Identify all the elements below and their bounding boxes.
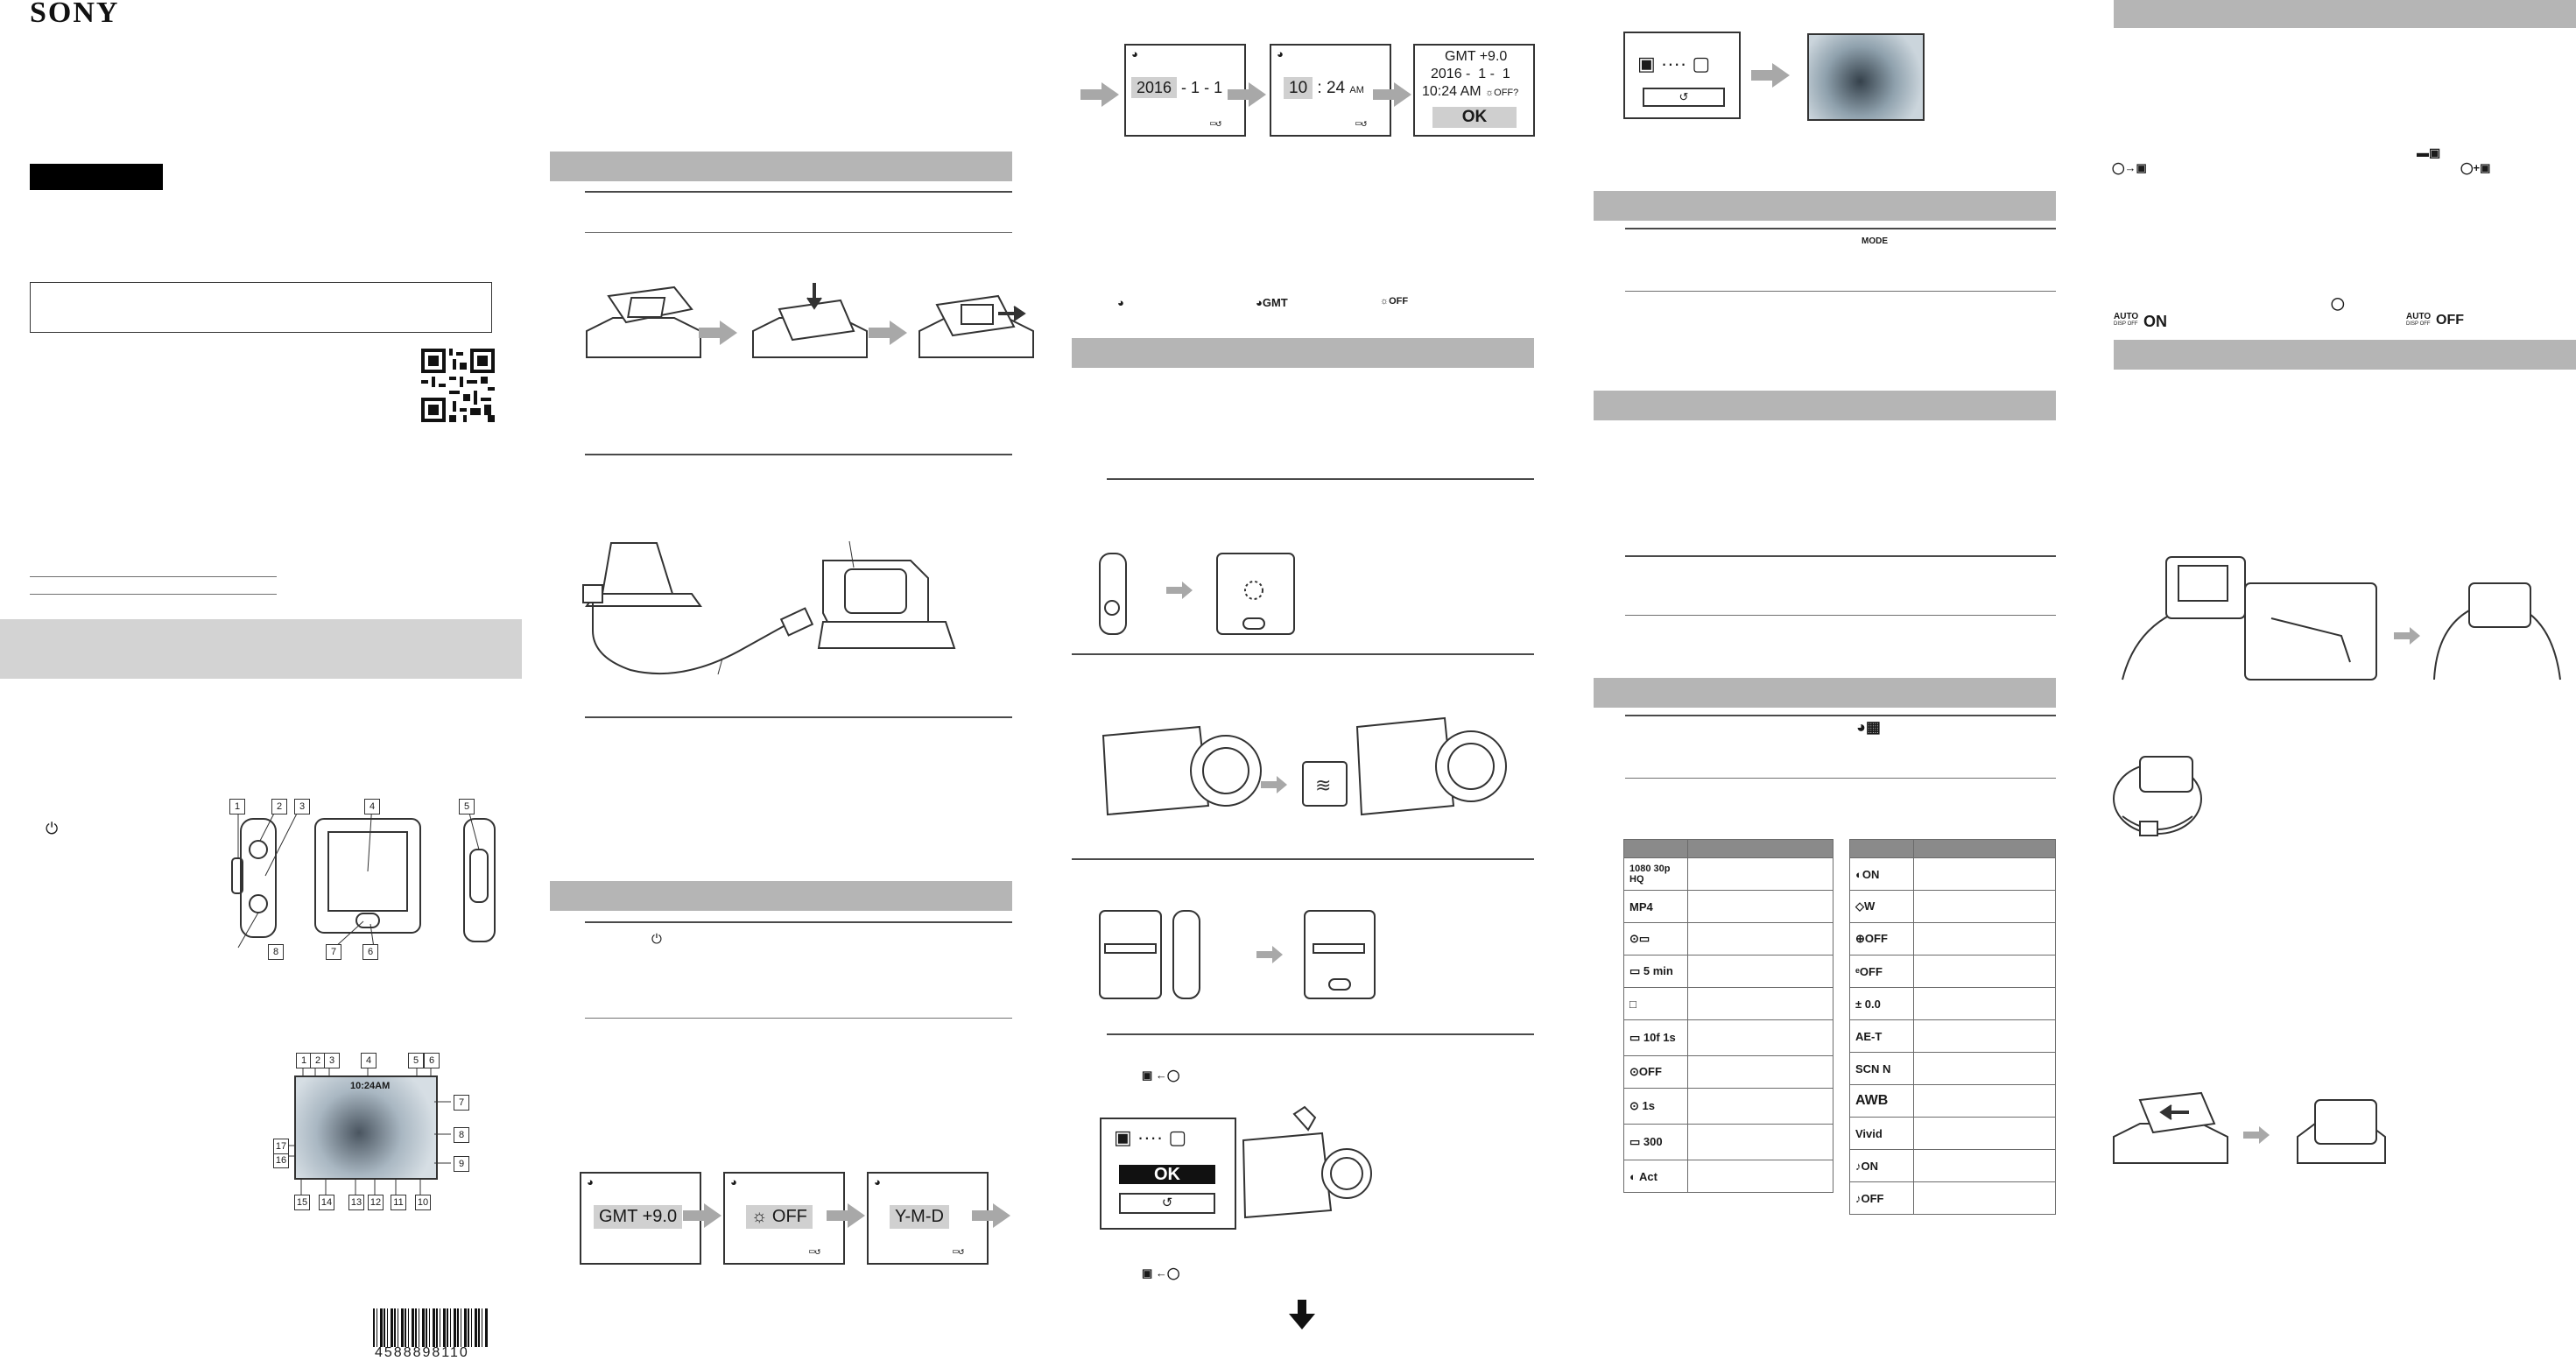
display-callout: 14 bbox=[319, 1195, 334, 1210]
table-row bbox=[1850, 988, 2056, 1020]
dock-step-1 bbox=[578, 279, 709, 375]
pairing-screen bbox=[1623, 32, 1741, 119]
display-callout: 17 bbox=[273, 1139, 289, 1154]
confirm-time: 10:24 AM ☼OFF? bbox=[1422, 84, 1519, 99]
display-callout: 9 bbox=[454, 1156, 469, 1172]
table-cell: ± 0.0 bbox=[1850, 988, 1914, 1020]
display-callout: 6 bbox=[424, 1053, 440, 1068]
section-header bbox=[1594, 391, 2056, 420]
connect-back-button[interactable]: ↺ bbox=[1119, 1193, 1215, 1214]
settings-table-left bbox=[1623, 839, 1833, 1193]
minute-field: 24 bbox=[1326, 79, 1346, 97]
hour-field: 10 bbox=[1284, 77, 1313, 99]
remote-parts-diagram bbox=[223, 797, 512, 959]
divider bbox=[585, 1018, 1012, 1019]
divider bbox=[1625, 715, 2056, 716]
part-callout: 3 bbox=[294, 799, 310, 814]
remote-to-camera-icon: ◯→▣ bbox=[2112, 161, 2147, 174]
menu-back-icon: ▭↺ bbox=[1355, 119, 1368, 130]
connect-ok-button[interactable]: OK bbox=[1119, 1165, 1215, 1184]
step-arrow-icon bbox=[1101, 82, 1119, 107]
table-row bbox=[1850, 1085, 2056, 1118]
auto-text: AUTO bbox=[2406, 312, 2432, 321]
table-cell: 1080 30p HQ bbox=[1624, 858, 1688, 891]
power-symbol: ⏻ bbox=[651, 932, 662, 947]
dock-step-3 bbox=[911, 279, 1042, 375]
table-cell: □ bbox=[1624, 988, 1688, 1020]
table-row bbox=[1850, 923, 2056, 956]
divider bbox=[585, 191, 1012, 193]
connect-screen bbox=[1100, 1118, 1236, 1230]
display-callout: 2 bbox=[310, 1053, 326, 1068]
down-arrow-icon bbox=[1289, 1300, 1315, 1329]
table-cell: ⊕OFF bbox=[1850, 923, 1914, 956]
remote-and-camera-icon: ◯+▣ bbox=[2460, 161, 2491, 174]
clock-icon: ◕ bbox=[874, 1175, 881, 1188]
divider bbox=[585, 921, 1012, 923]
dst-off-label: OFF bbox=[1389, 296, 1409, 307]
divider bbox=[1625, 228, 2056, 229]
table-cell: ▭ 10f 1s bbox=[1624, 1020, 1688, 1056]
camera-icon: ▬▣ bbox=[2417, 145, 2441, 159]
table-row bbox=[1624, 1125, 1833, 1160]
table-cell: ▭ 300 bbox=[1624, 1125, 1688, 1160]
remote-power-diagram bbox=[1094, 547, 1305, 643]
live-view-screen bbox=[1807, 33, 1925, 121]
strap-attach-diagram bbox=[2114, 539, 2569, 688]
display-callout: 12 bbox=[368, 1195, 384, 1210]
section-header bbox=[2114, 0, 2576, 28]
display-callout: 7 bbox=[454, 1095, 469, 1111]
step-arrow-icon bbox=[720, 321, 737, 345]
clock-movie-icon: ◕▦ bbox=[1856, 718, 1881, 736]
back-button[interactable]: ↺ bbox=[1643, 88, 1725, 107]
auto-text: AUTO bbox=[2114, 312, 2139, 321]
table-cell: Vivid bbox=[1850, 1118, 1914, 1150]
menu-back-icon: ▭↺ bbox=[809, 1247, 821, 1258]
divider bbox=[585, 454, 1012, 455]
month-field: 1 bbox=[1191, 79, 1200, 96]
clock-icon: ◕ bbox=[730, 1175, 737, 1188]
clock-icon: ◕ bbox=[1277, 47, 1284, 60]
time-value: 10 : 24 AM bbox=[1284, 79, 1364, 98]
table-row bbox=[1624, 1020, 1833, 1056]
table-row bbox=[1850, 858, 2056, 891]
section-header bbox=[1072, 338, 1534, 368]
table-row bbox=[1850, 1053, 2056, 1085]
display-callout: 3 bbox=[324, 1053, 340, 1068]
table-row bbox=[1624, 923, 1833, 956]
date-format-value: Y-M-D bbox=[890, 1205, 949, 1229]
menu-back-icon: ▭↺ bbox=[1210, 119, 1222, 130]
part-callout: 2 bbox=[271, 799, 287, 814]
part-callout: 8 bbox=[268, 944, 284, 960]
dst-value: ☼ OFF bbox=[746, 1205, 813, 1229]
clock-legend: ◕ bbox=[1117, 296, 1124, 309]
dst-off: OFF bbox=[771, 1207, 807, 1226]
display-callout: 15 bbox=[294, 1195, 310, 1210]
year-field: 2016 bbox=[1131, 77, 1177, 98]
ampm-field: AM bbox=[1349, 85, 1364, 95]
part-callout: 5 bbox=[459, 799, 475, 814]
step-arrow-icon bbox=[1394, 82, 1411, 107]
display-callout: 11 bbox=[391, 1195, 406, 1210]
camera-remote-icon: ▣ ···· ▢ bbox=[1114, 1126, 1187, 1148]
table-row bbox=[1850, 956, 2056, 988]
display-callout: 1 bbox=[296, 1053, 312, 1068]
qr-code bbox=[421, 349, 495, 422]
step-arrow-icon bbox=[1249, 82, 1266, 107]
disp-off-text: DISP OFF bbox=[2114, 321, 2138, 327]
part-callout: 6 bbox=[362, 944, 378, 960]
divider bbox=[1625, 291, 2056, 292]
table-cell: MP4 bbox=[1624, 891, 1688, 923]
display-callout: 8 bbox=[454, 1127, 469, 1143]
table-row bbox=[1850, 1150, 2056, 1182]
on-text: ON bbox=[2143, 313, 2167, 330]
table-row bbox=[1850, 1020, 2056, 1053]
remote-icon: ◯ bbox=[2331, 296, 2345, 310]
sony-logo: SONY bbox=[30, 0, 120, 29]
table-cell: ᵉOFF bbox=[1850, 956, 1914, 988]
table-cell: ⊙ 1s bbox=[1624, 1089, 1688, 1125]
connect-icon: ▣ ←◯ bbox=[1142, 1266, 1180, 1280]
confirm-dst: OFF? bbox=[1494, 88, 1519, 98]
screen-time: 10:24AM bbox=[350, 1081, 391, 1091]
off-text: OFF bbox=[2436, 313, 2464, 328]
divider bbox=[30, 576, 277, 577]
section-banner bbox=[0, 619, 522, 679]
table-row bbox=[1624, 1056, 1833, 1089]
step-arrow-icon bbox=[848, 1203, 865, 1228]
step-arrow-icon bbox=[993, 1203, 1010, 1228]
connect-icon: ▣ ←◯ bbox=[1142, 1068, 1180, 1082]
table-row bbox=[1624, 956, 1833, 988]
step-arrow-icon bbox=[704, 1203, 721, 1228]
language-tab bbox=[30, 164, 163, 190]
dock-remove-diagram bbox=[2105, 1084, 2394, 1189]
settings-table-right bbox=[1849, 839, 2056, 1215]
table-row bbox=[1850, 1182, 2056, 1215]
section-header bbox=[550, 152, 1012, 181]
part-callout: 1 bbox=[229, 799, 245, 814]
confirm-timezone: GMT +9.0 bbox=[1445, 49, 1508, 64]
ok-button[interactable]: OK bbox=[1432, 107, 1517, 128]
section-header bbox=[2114, 340, 2576, 370]
table-row bbox=[1624, 1089, 1833, 1125]
divider bbox=[1625, 778, 2056, 779]
power-label: ⏻ bbox=[46, 820, 59, 837]
camera-remote-icon: ▣ ···· ▢ bbox=[1637, 53, 1711, 74]
charging-diagram bbox=[560, 525, 972, 736]
divider bbox=[1072, 653, 1534, 655]
display-callout: 10 bbox=[415, 1195, 431, 1210]
confirm-date: 2016 - 1 - 1 bbox=[1431, 67, 1510, 81]
divider bbox=[1072, 858, 1534, 860]
mode-icon: MODE bbox=[1862, 236, 1888, 246]
barcode bbox=[373, 1308, 489, 1347]
table-row bbox=[1624, 858, 1833, 891]
divider bbox=[585, 232, 1012, 233]
display-callout: 13 bbox=[348, 1195, 364, 1210]
part-callout: 7 bbox=[326, 944, 341, 960]
table-cell: AWB bbox=[1850, 1085, 1914, 1118]
table-row bbox=[1850, 1118, 2056, 1150]
table-row bbox=[1624, 891, 1833, 923]
date-format-screen bbox=[867, 1172, 989, 1265]
dock-step-2 bbox=[744, 279, 876, 375]
step-arrow-icon bbox=[1772, 63, 1790, 88]
table-cell: ♪OFF bbox=[1850, 1182, 1914, 1215]
section-header bbox=[1594, 678, 2056, 708]
section-header bbox=[1594, 191, 2056, 221]
notice-box bbox=[30, 282, 492, 333]
day-field: 1 bbox=[1214, 79, 1223, 96]
disp-off-text: DISP OFF bbox=[2406, 321, 2431, 327]
table-cell: ⊙▭ bbox=[1624, 923, 1688, 956]
wrist-worn-diagram bbox=[2105, 746, 2228, 860]
timezone-value: GMT +9.0 bbox=[594, 1205, 682, 1229]
table-row bbox=[1624, 1160, 1833, 1193]
svg-text:≋: ≋ bbox=[1315, 775, 1332, 797]
camera-shutter-diagram bbox=[1235, 1105, 1375, 1237]
dst-legend: ☼OFF bbox=[1380, 296, 1409, 307]
divider bbox=[1625, 615, 2056, 616]
camera-wifi-diagram bbox=[1094, 701, 1515, 841]
gmt-legend: ◕GMT bbox=[1256, 296, 1288, 309]
divider bbox=[1625, 555, 2056, 557]
divider bbox=[585, 716, 1012, 718]
gmt-label: GMT bbox=[1262, 296, 1288, 309]
divider bbox=[1107, 1033, 1534, 1035]
step-arrow-icon bbox=[890, 321, 907, 345]
confirm-time-value: 10:24 AM bbox=[1422, 84, 1482, 99]
table-cell: SCN N bbox=[1850, 1053, 1914, 1085]
clock-icon: ◕ bbox=[1131, 47, 1138, 60]
table-cell: ♪ON bbox=[1850, 1150, 1914, 1182]
table-cell: ▭ 5 min bbox=[1624, 956, 1688, 988]
table-cell: ◇W bbox=[1850, 891, 1914, 923]
display-callout: 4 bbox=[361, 1053, 377, 1068]
table-cell: AE-T bbox=[1850, 1020, 1914, 1053]
clock-icon: ◕ bbox=[587, 1175, 594, 1188]
divider bbox=[30, 594, 277, 595]
confirm-screen bbox=[1413, 44, 1535, 137]
display-callouts bbox=[263, 1051, 473, 1209]
table-cell: ⊙OFF bbox=[1624, 1056, 1688, 1089]
date-value: 2016 - 1 - 1 bbox=[1131, 79, 1222, 97]
part-callout: 4 bbox=[364, 799, 380, 814]
table-row bbox=[1624, 988, 1833, 1020]
divider bbox=[1107, 478, 1534, 480]
barcode-number: 4588898110 bbox=[375, 1345, 469, 1360]
menu-back-icon: ▭↺ bbox=[953, 1247, 965, 1258]
display-callout: 16 bbox=[273, 1153, 289, 1168]
table-row bbox=[1850, 891, 2056, 923]
section-header bbox=[550, 881, 1012, 911]
display-callout: 5 bbox=[408, 1053, 424, 1068]
table-cell: ◐ Act bbox=[1624, 1160, 1688, 1193]
table-cell: ◐ON bbox=[1850, 858, 1914, 891]
remote-ssid-diagram bbox=[1094, 902, 1392, 1016]
